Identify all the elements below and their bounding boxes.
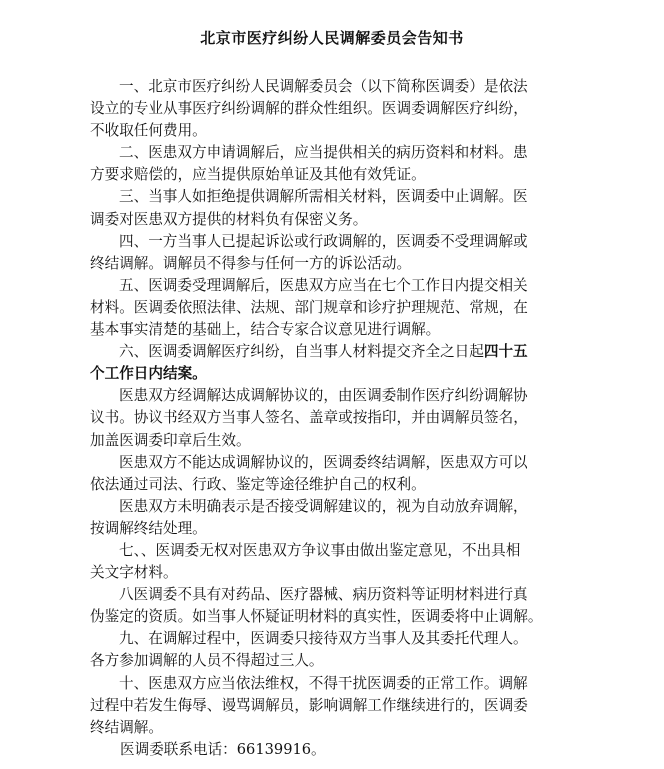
contact-line	[90, 739, 582, 761]
paragraph-7-line-3: 加盖医调委印章后生效。	[90, 431, 251, 449]
paragraph-3-line-1: 三、当事人如拒绝提供调解所需相关材料，医调委中止调解。医	[119, 188, 528, 206]
paragraph-1-line-3: 不收取任何费用。	[90, 122, 207, 140]
document-body	[90, 76, 582, 761]
paragraph-12-line-1: 九、在调解过程中，医调委只接待双方当事人及其委托代理人。	[119, 630, 528, 648]
paragraph-10-line-2: 关文字材料。	[90, 564, 178, 582]
paragraph-4-line-2: 终结调解。调解员不得参与任何一方的诉讼活动。	[90, 254, 412, 272]
paragraph-1-line-2: 设立的专业从事医疗纠纷调解的群众性组织。医调委调解医疗纠纷，	[90, 100, 528, 118]
document-title: 北京市医疗纠纷人民调解委员会告知书	[200, 29, 464, 47]
paragraph-5-line-2: 材料。医调委依照法律、法规、部门规章和诊疗护理规范、常规，在	[90, 298, 528, 316]
paragraph-8-line-1: 医患双方不能达成调解协议的，医调委终结调解，医患双方可以	[119, 453, 528, 471]
contact-label: 医调委联系电话：	[120, 740, 237, 758]
paragraph-7-line-2: 议书。协议书经双方当事人签名、盖章或按指印，并由调解员签名，	[90, 409, 528, 427]
paragraph-12-line-2: 各方参加调解的人员不得超过三人。	[90, 652, 324, 670]
paragraph-7-line-1: 医患双方经调解达成调解协议的，由医调委制作医疗纠纷调解协	[119, 387, 528, 405]
paragraph-6-line-1	[90, 341, 582, 363]
paragraph-13-line-2: 过程中若发生侮辱、谩骂调解员，影响调解工作继续进行的，医调委	[90, 696, 528, 714]
paragraph-1-line-1: 一、北京市医疗纠纷人民调解委员会（以下简称医调委）是依法	[119, 78, 528, 95]
paragraph-13-line-3: 终结调解。	[90, 718, 163, 736]
paragraph-6-line-2: 个工作日内结案。	[90, 365, 207, 383]
paragraph-4-line-1: 四、一方当事人已提起诉讼或行政调解的，医调委不受理调解或	[119, 232, 528, 250]
paragraph-11-line-2: 伪鉴定的资质。如当事人怀疑证明材料的真实性，医调委将中止调解。	[90, 608, 543, 626]
paragraph-10-line-1: 七、、医调委无权对医患双方争议事由做出鉴定意见，不出具相	[119, 541, 521, 559]
paragraph-6-text: 六、医调委调解医疗纠纷，自当事人材料提交齐全之日起	[119, 343, 484, 361]
paragraph-9-line-1: 医患双方未明确表示是否接受调解建议的，视为自动放弃调解，	[119, 497, 528, 515]
paragraph-13-line-1: 十、医患双方应当依法维权，不得干扰医调委的正常工作。调解	[119, 674, 528, 692]
paragraph-8-line-2: 依法通过司法、行政、鉴定等途径维护自己的权利。	[90, 475, 426, 493]
paragraph-3-line-2: 调委对医患双方提供的材料负有保密义务。	[90, 210, 368, 228]
paragraph-2-line-2: 方要求赔偿的，应当提供原始单证及其他有效凭证。	[90, 166, 426, 184]
paragraph-2-line-1: 二、医患双方申请调解后，应当提供相关的病历资料和材料。患	[119, 144, 528, 162]
contact-phone: 66139916。	[236, 740, 326, 758]
paragraph-11-line-1: 八医调委不具有对药品、医疗器械、病历资料等证明材料进行真	[119, 586, 528, 604]
paragraph-5-line-3: 基本事实清楚的基础上，结合专家合议意见进行调解。	[90, 321, 441, 339]
paragraph-9-line-2: 按调解终结处理。	[90, 519, 207, 537]
paragraph-5-line-1: 五、医调委受理调解后，医患双方应当在七个工作日内提交相关	[119, 276, 528, 294]
paragraph-6-deadline-bold: 四十五	[483, 343, 528, 361]
